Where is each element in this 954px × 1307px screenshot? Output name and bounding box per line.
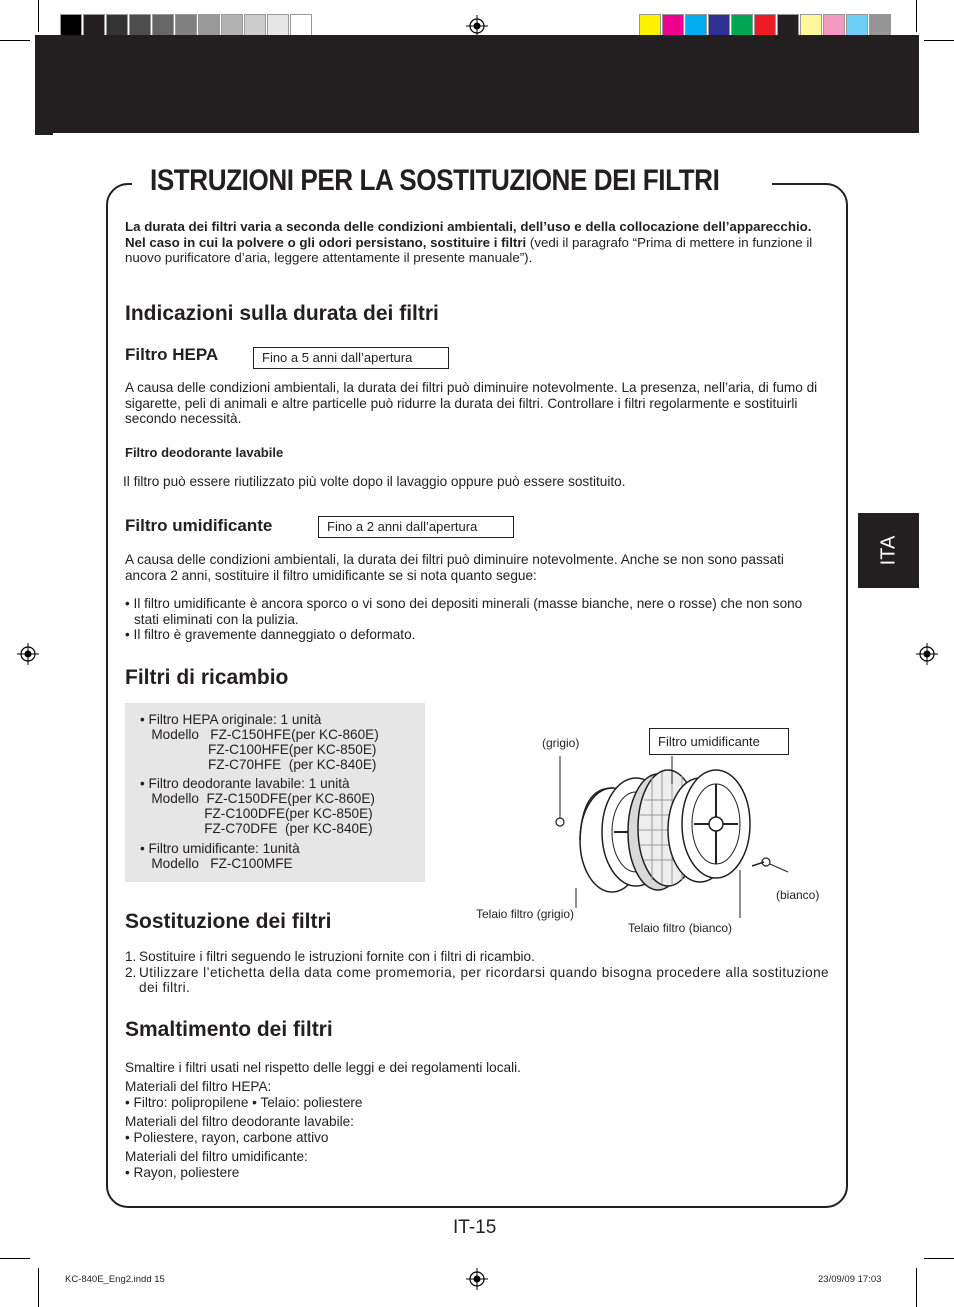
color-swatch — [823, 14, 845, 36]
section-heading-ricambio: Filtri di ricambio — [125, 666, 289, 689]
step-number: 1. — [125, 949, 137, 964]
color-swatch — [83, 14, 105, 36]
registration-mark-icon — [466, 15, 488, 37]
crop-mark — [916, 0, 917, 32]
color-swatch — [106, 14, 128, 36]
color-swatch — [846, 14, 868, 36]
disposal-group-title: Materiali del filtro umidificante: — [125, 1149, 308, 1164]
crop-mark — [916, 1268, 917, 1307]
parts-item-hepa: • Filtro HEPA originale: 1 unità Modello FZ-C150HFE(per KC-860E) FZ-C100HFE(per KC-850E) FZ-C70HFE (per KC-840E) — [140, 712, 379, 772]
deodorante-label: Filtro deodorante lavabile — [125, 445, 284, 460]
color-swatch — [639, 14, 661, 36]
color-swatch — [152, 14, 174, 36]
diagram-label-bianco: (bianco) — [776, 888, 820, 902]
section-heading-smaltimento: Smaltimento dei filtri — [125, 1018, 333, 1041]
disposal-group — [125, 1079, 825, 1110]
hepa-label: Filtro HEPA — [125, 345, 219, 364]
section-heading-durata: Indicazioni sulla durata dei filtri — [125, 302, 439, 325]
grey-screw-icon — [556, 818, 564, 826]
umidificante-bullet — [125, 596, 825, 643]
color-swatch — [685, 14, 707, 36]
white-screw-icon — [752, 858, 770, 866]
page-title: ISTRUZIONI PER LA SOSTITUZIONE DEI FILTRI — [150, 164, 720, 197]
disposal-group-title: Materiali del filtro deodorante lavabile: — [125, 1114, 354, 1129]
diagram-label-grigio: (grigio) — [542, 736, 580, 750]
color-swatch — [175, 14, 197, 36]
color-swatch — [662, 14, 684, 36]
filter-exploded-diagram — [540, 740, 800, 920]
umidificante-label: Filtro umidificante — [125, 516, 273, 535]
step-text: Utilizzare l’etichetta della data come promemoria, per ricordarsi quando bisogna procedere alla sostituzione dei filtri. — [139, 964, 829, 995]
header-bar — [35, 35, 919, 133]
disposal-group-items: • Filtro: polipropilene • Telaio: poliestere — [125, 1094, 363, 1110]
color-swatch — [267, 14, 289, 36]
crop-mark — [0, 1258, 30, 1259]
color-swatch — [221, 14, 243, 36]
replacement-steps — [125, 949, 829, 996]
umidificante-description: A causa delle condizioni ambientali, la durata dei filtri può diminuire notevolmente. Anche se non sono passati ancora 2 anni, sostituire il filtro umidificante se si nota quanto segue: — [125, 552, 784, 583]
hepa-description: A causa delle condizioni ambientali, la durata dei filtri può diminuire notevolmente. La presenza, nell’aria, di fumo di sigarette, peli di animali e altre particelle può ridurre la durata dei filtri. Controllare i filtri regolarmente e sostituirli secondo necessità. — [125, 380, 818, 426]
registration-mark-icon — [17, 643, 39, 665]
color-swatch — [708, 14, 730, 36]
disposal-group — [125, 1149, 825, 1180]
page-number: IT-15 — [453, 1217, 497, 1238]
content-frame — [106, 183, 848, 1208]
color-swatch — [777, 14, 799, 36]
crop-mark — [924, 1258, 954, 1259]
diagram-label-telaio-grigio: Telaio filtro (grigio) — [476, 907, 575, 921]
parts-item-umidificante: • Filtro umidificante: 1unità Modello FZ-C100MFE — [140, 841, 300, 871]
step-item — [125, 949, 829, 965]
color-swatch — [290, 14, 312, 36]
intro-bold: La durata dei filtri varia a seconda delle condizioni ambientali, dell’uso e della collocazione dell’apparecchio. Nel caso in cui la polvere o gli odori persistano, sostituire i filtri — [125, 219, 812, 250]
hepa-duration-badge: Fino a 5 anni dall’apertura — [253, 347, 449, 369]
section-heading-sostituzione: Sostituzione dei filtri — [125, 910, 332, 933]
list-item: • Il filtro umidificante è ancora sporco o vi sono dei depositi minerali (masse bianche, nere o rosse) che non sono stati eliminati con la pulizia. — [125, 596, 803, 627]
crop-mark — [38, 0, 39, 32]
diagram-label-telaio-bianco: Telaio filtro (bianco) — [628, 921, 733, 935]
color-swatch — [60, 14, 82, 36]
color-swatch — [754, 14, 776, 36]
color-swatch — [244, 14, 266, 36]
crop-mark — [924, 40, 954, 41]
step-text: Sostituire i filtri seguendo le istruzioni fornite con i filtri di ricambio. — [139, 949, 535, 964]
color-swatch — [129, 14, 151, 36]
color-swatch — [731, 14, 753, 36]
color-swatch — [869, 14, 891, 36]
footer-file: KC-840E_Eng2.indd 15 — [65, 1274, 165, 1285]
umidificante-duration-badge: Fino a 2 anni dall’apertura — [318, 516, 514, 538]
disposal-group-title: Materiali del filtro HEPA: — [125, 1079, 272, 1094]
deodorante-description: Il filtro può essere riutilizzato più volte dopo il lavaggio oppure può essere sostituito. — [123, 474, 626, 489]
diagram-label-umidificante: Filtro umidificante — [649, 728, 789, 755]
language-tab — [858, 513, 919, 588]
list-item: • Il filtro è gravemente danneggiato o deformato. — [125, 627, 416, 642]
registration-mark-icon — [916, 643, 938, 665]
step-item — [125, 965, 829, 996]
footer-date: 23/09/09 17:03 — [818, 1274, 882, 1285]
step-number: 2. — [125, 964, 137, 980]
header-bar-tab — [35, 125, 53, 135]
disposal-group-items: • Rayon, poliestere — [125, 1164, 240, 1180]
color-swatch — [800, 14, 822, 36]
parts-item-deodorante: • Filtro deodorante lavabile: 1 unità Modello FZ-C150DFE(per KC-860E) FZ-C100DFE(per KC-850E) FZ-C70DFE (per KC-840E) — [140, 776, 375, 836]
intro-paragraph — [125, 219, 825, 266]
disposal-group-items: • Poliestere, rayon, carbone attivo — [125, 1129, 329, 1145]
registration-mark-icon — [466, 1268, 488, 1290]
disposal-group — [125, 1114, 825, 1145]
crop-mark — [38, 1268, 39, 1307]
crop-mark — [0, 40, 30, 41]
language-tab-label: ITA — [876, 535, 899, 566]
disposal-intro: Smaltire i filtri usati nel rispetto delle leggi e dei regolamenti locali. — [125, 1060, 521, 1075]
intro-normal: (vedi il paragrafo “Prima di mettere in funzione il nuovo purificatore d’aria, leggere attentamente il presente manuale”). — [125, 234, 813, 265]
color-swatch — [198, 14, 220, 36]
